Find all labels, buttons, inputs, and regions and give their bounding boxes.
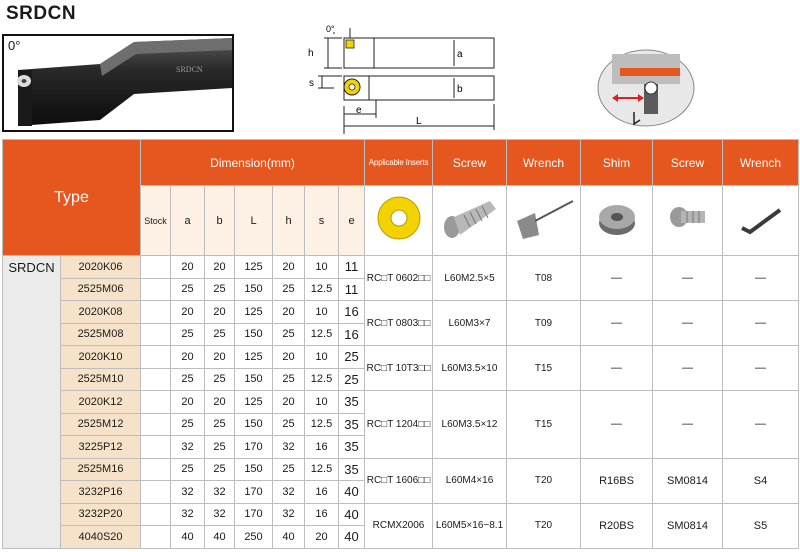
model-code: 3225P12 (61, 436, 141, 459)
stock-cell (141, 503, 171, 526)
dim-h: 25 (273, 323, 305, 346)
key-code: S5 (723, 503, 799, 548)
shim-code: — (581, 391, 653, 459)
wrench-code: T20 (507, 458, 581, 503)
tool-holder-photo (2, 34, 234, 132)
stock-cell (141, 368, 171, 391)
spec-table (2, 139, 799, 549)
shim-code: R16BS (581, 458, 653, 503)
dim-h: 20 (273, 256, 305, 279)
dim-L: 125 (235, 391, 273, 414)
dim-e: 16 (339, 301, 365, 324)
model-code: 2525M12 (61, 413, 141, 436)
stock-cell (141, 278, 171, 301)
shim-screw-code: SM0814 (653, 458, 723, 503)
wrench-icon (511, 193, 577, 243)
stock-cell (141, 346, 171, 369)
model-code: 3232P20 (61, 503, 141, 526)
dim-L: 150 (235, 323, 273, 346)
shim-screw-code: — (653, 346, 723, 391)
dim-h: 20 (273, 301, 305, 324)
dim-a: 25 (171, 278, 205, 301)
dim-L: 250 (235, 526, 273, 549)
header-b: b (205, 186, 235, 256)
dim-L: 150 (235, 458, 273, 481)
shim-code: — (581, 256, 653, 301)
key-code: — (723, 256, 799, 301)
dim-b: 20 (205, 256, 235, 279)
model-code: 3232P16 (61, 481, 141, 504)
model-code: 2525M10 (61, 368, 141, 391)
hex-key-icon-cell (723, 186, 799, 256)
dim-h: 25 (273, 413, 305, 436)
table-row (3, 458, 799, 481)
dim-b: 32 (205, 503, 235, 526)
dim-e: 35 (339, 436, 365, 459)
insert-code: RCMX2006 (365, 503, 433, 548)
header-e: e (339, 186, 365, 256)
header-dimension: Dimension(mm) (141, 140, 365, 186)
insert-code: RC□T 1606□□ (365, 458, 433, 503)
dim-L: 125 (235, 256, 273, 279)
dim-L: 170 (235, 503, 273, 526)
stock-cell (141, 481, 171, 504)
dim-h: 20 (273, 391, 305, 414)
dim-L: 125 (235, 346, 273, 369)
h-dim-label: h (308, 48, 314, 59)
dim-h: 32 (273, 481, 305, 504)
screw-code: L60M5×16−8.1 (433, 503, 507, 548)
stock-cell (141, 391, 171, 414)
dim-s: 12.5 (305, 458, 339, 481)
model-code: 2525M16 (61, 458, 141, 481)
header-wrench: Wrench (507, 140, 581, 186)
dim-a: 20 (171, 301, 205, 324)
model-code: 2020K10 (61, 346, 141, 369)
L-dim-label: L (416, 116, 422, 127)
insert-code: RC□T 10T3□□ (365, 346, 433, 391)
stock-cell (141, 458, 171, 481)
dim-s: 16 (305, 503, 339, 526)
shim-screw-icon-cell (653, 186, 723, 256)
dim-a: 32 (171, 503, 205, 526)
dim-e: 35 (339, 458, 365, 481)
key-code: S4 (723, 458, 799, 503)
model-code: 2020K12 (61, 391, 141, 414)
dim-s: 10 (305, 346, 339, 369)
screw-code: L60M3.5×10 (433, 346, 507, 391)
stock-cell (141, 323, 171, 346)
wrench-code: T15 (507, 346, 581, 391)
dim-e: 16 (339, 323, 365, 346)
dim-b: 25 (205, 413, 235, 436)
insert-code: RC□T 0803□□ (365, 301, 433, 346)
dim-L: 170 (235, 436, 273, 459)
tool-holder-image (4, 36, 232, 130)
dim-a: 20 (171, 391, 205, 414)
dim-a: 25 (171, 368, 205, 391)
header-s: s (305, 186, 339, 256)
wrench-code: T15 (507, 391, 581, 459)
insert-top-icon (346, 40, 354, 48)
table-row (3, 391, 799, 414)
dim-e: 35 (339, 413, 365, 436)
dim-b: 40 (205, 526, 235, 549)
dim-a: 32 (171, 436, 205, 459)
dim-a: 32 (171, 481, 205, 504)
dim-a: 20 (171, 256, 205, 279)
dim-s: 20 (305, 526, 339, 549)
model-code: 2020K08 (61, 301, 141, 324)
dim-e: 11 (339, 256, 365, 279)
dim-a: 40 (171, 526, 205, 549)
dim-e: 11 (339, 278, 365, 301)
model-code: 2525M08 (61, 323, 141, 346)
dim-h: 25 (273, 458, 305, 481)
holder-engraving: SRDCN (176, 65, 203, 74)
dim-e: 40 (339, 526, 365, 549)
wrench-icon-cell (507, 186, 581, 256)
dim-e: 35 (339, 391, 365, 414)
b-dim-label: b (457, 84, 463, 95)
dim-a: 20 (171, 346, 205, 369)
dim-L: 150 (235, 368, 273, 391)
header-type: Type (3, 140, 141, 256)
dim-L: 150 (235, 413, 273, 436)
shim-code: — (581, 346, 653, 391)
application-diagram (594, 46, 698, 130)
header-screw: Screw (433, 140, 507, 186)
header-applicable-inserts: Applicable Inserts (365, 140, 433, 186)
dim-b: 32 (205, 481, 235, 504)
key-code: — (723, 346, 799, 391)
table-row (3, 301, 799, 324)
stock-cell (141, 436, 171, 459)
dimension-schematic (304, 24, 504, 134)
key-code: — (723, 391, 799, 459)
dim-s: 16 (305, 436, 339, 459)
dim-h: 25 (273, 368, 305, 391)
header-a: a (171, 186, 205, 256)
a-dim-label: a (457, 49, 463, 60)
hex-key-icon (736, 198, 786, 238)
shim-screw-code: — (653, 301, 723, 346)
dim-a: 25 (171, 413, 205, 436)
header-shim: Shim (581, 140, 653, 186)
dim-s: 10 (305, 256, 339, 279)
dim-s: 10 (305, 391, 339, 414)
dim-b: 25 (205, 368, 235, 391)
header-h: h (273, 186, 305, 256)
dim-h: 25 (273, 278, 305, 301)
header-L: L (235, 186, 273, 256)
stock-cell (141, 526, 171, 549)
wrench-code: T20 (507, 503, 581, 548)
screw-code: L60M3.5×12 (433, 391, 507, 459)
dim-b: 25 (205, 458, 235, 481)
shim-icon (594, 195, 640, 241)
screw-icon (440, 195, 500, 241)
insert-code: RC□T 0602□□ (365, 256, 433, 301)
wrench-code: T08 (507, 256, 581, 301)
shim-code: R20BS (581, 503, 653, 548)
dim-b: 20 (205, 391, 235, 414)
series-name: SRDCN (3, 256, 61, 549)
dim-h: 40 (273, 526, 305, 549)
dim-L: 170 (235, 481, 273, 504)
dim-h: 32 (273, 436, 305, 459)
screw-code: L60M4×16 (433, 458, 507, 503)
stock-cell (141, 256, 171, 279)
dim-e: 40 (339, 481, 365, 504)
dim-a: 25 (171, 458, 205, 481)
dim-s: 10 (305, 301, 339, 324)
screw-code: L60M3×7 (433, 301, 507, 346)
dim-b: 25 (205, 436, 235, 459)
shim-screw-code: — (653, 391, 723, 459)
angle-dim-label: 0° (326, 24, 335, 34)
header-stock: Stock (141, 186, 171, 256)
table-row (3, 346, 799, 369)
screw-icon-cell (433, 186, 507, 256)
shim-screw-code: SM0814 (653, 503, 723, 548)
dim-e: 25 (339, 346, 365, 369)
dim-b: 20 (205, 346, 235, 369)
shim-code: — (581, 301, 653, 346)
table-row (3, 503, 799, 526)
model-code: 2525M06 (61, 278, 141, 301)
dim-s: 12.5 (305, 413, 339, 436)
table-row (3, 256, 799, 279)
angle-label: 0° (8, 38, 21, 53)
dim-e: 40 (339, 503, 365, 526)
key-code: — (723, 301, 799, 346)
dim-s: 16 (305, 481, 339, 504)
screw-code: L60M2.5×5 (433, 256, 507, 301)
dim-b: 25 (205, 323, 235, 346)
dim-a: 25 (171, 323, 205, 346)
wrench-code: T09 (507, 301, 581, 346)
e-dim-label: e (356, 105, 362, 116)
page-title: SRDCN (6, 3, 77, 24)
model-code: 2020K06 (61, 256, 141, 279)
header-key: Wrench (723, 140, 799, 186)
insert-icon-cell (365, 186, 433, 256)
dim-L: 125 (235, 301, 273, 324)
dim-s: 12.5 (305, 278, 339, 301)
insert-code: RC□T 1204□□ (365, 391, 433, 459)
dim-s: 12.5 (305, 368, 339, 391)
dim-b: 20 (205, 301, 235, 324)
insert-icon (374, 193, 424, 243)
header-shim-screw: Screw (653, 140, 723, 186)
shim-icon-cell (581, 186, 653, 256)
dim-b: 25 (205, 278, 235, 301)
dim-h: 20 (273, 346, 305, 369)
dim-s: 12.5 (305, 323, 339, 346)
s-dim-label: s (309, 78, 314, 89)
stock-cell (141, 301, 171, 324)
stock-cell (141, 413, 171, 436)
model-code: 4040S20 (61, 526, 141, 549)
shim-screw-code: — (653, 256, 723, 301)
dim-L: 150 (235, 278, 273, 301)
dim-h: 32 (273, 503, 305, 526)
dim-e: 25 (339, 368, 365, 391)
shim-screw-icon (665, 195, 711, 241)
